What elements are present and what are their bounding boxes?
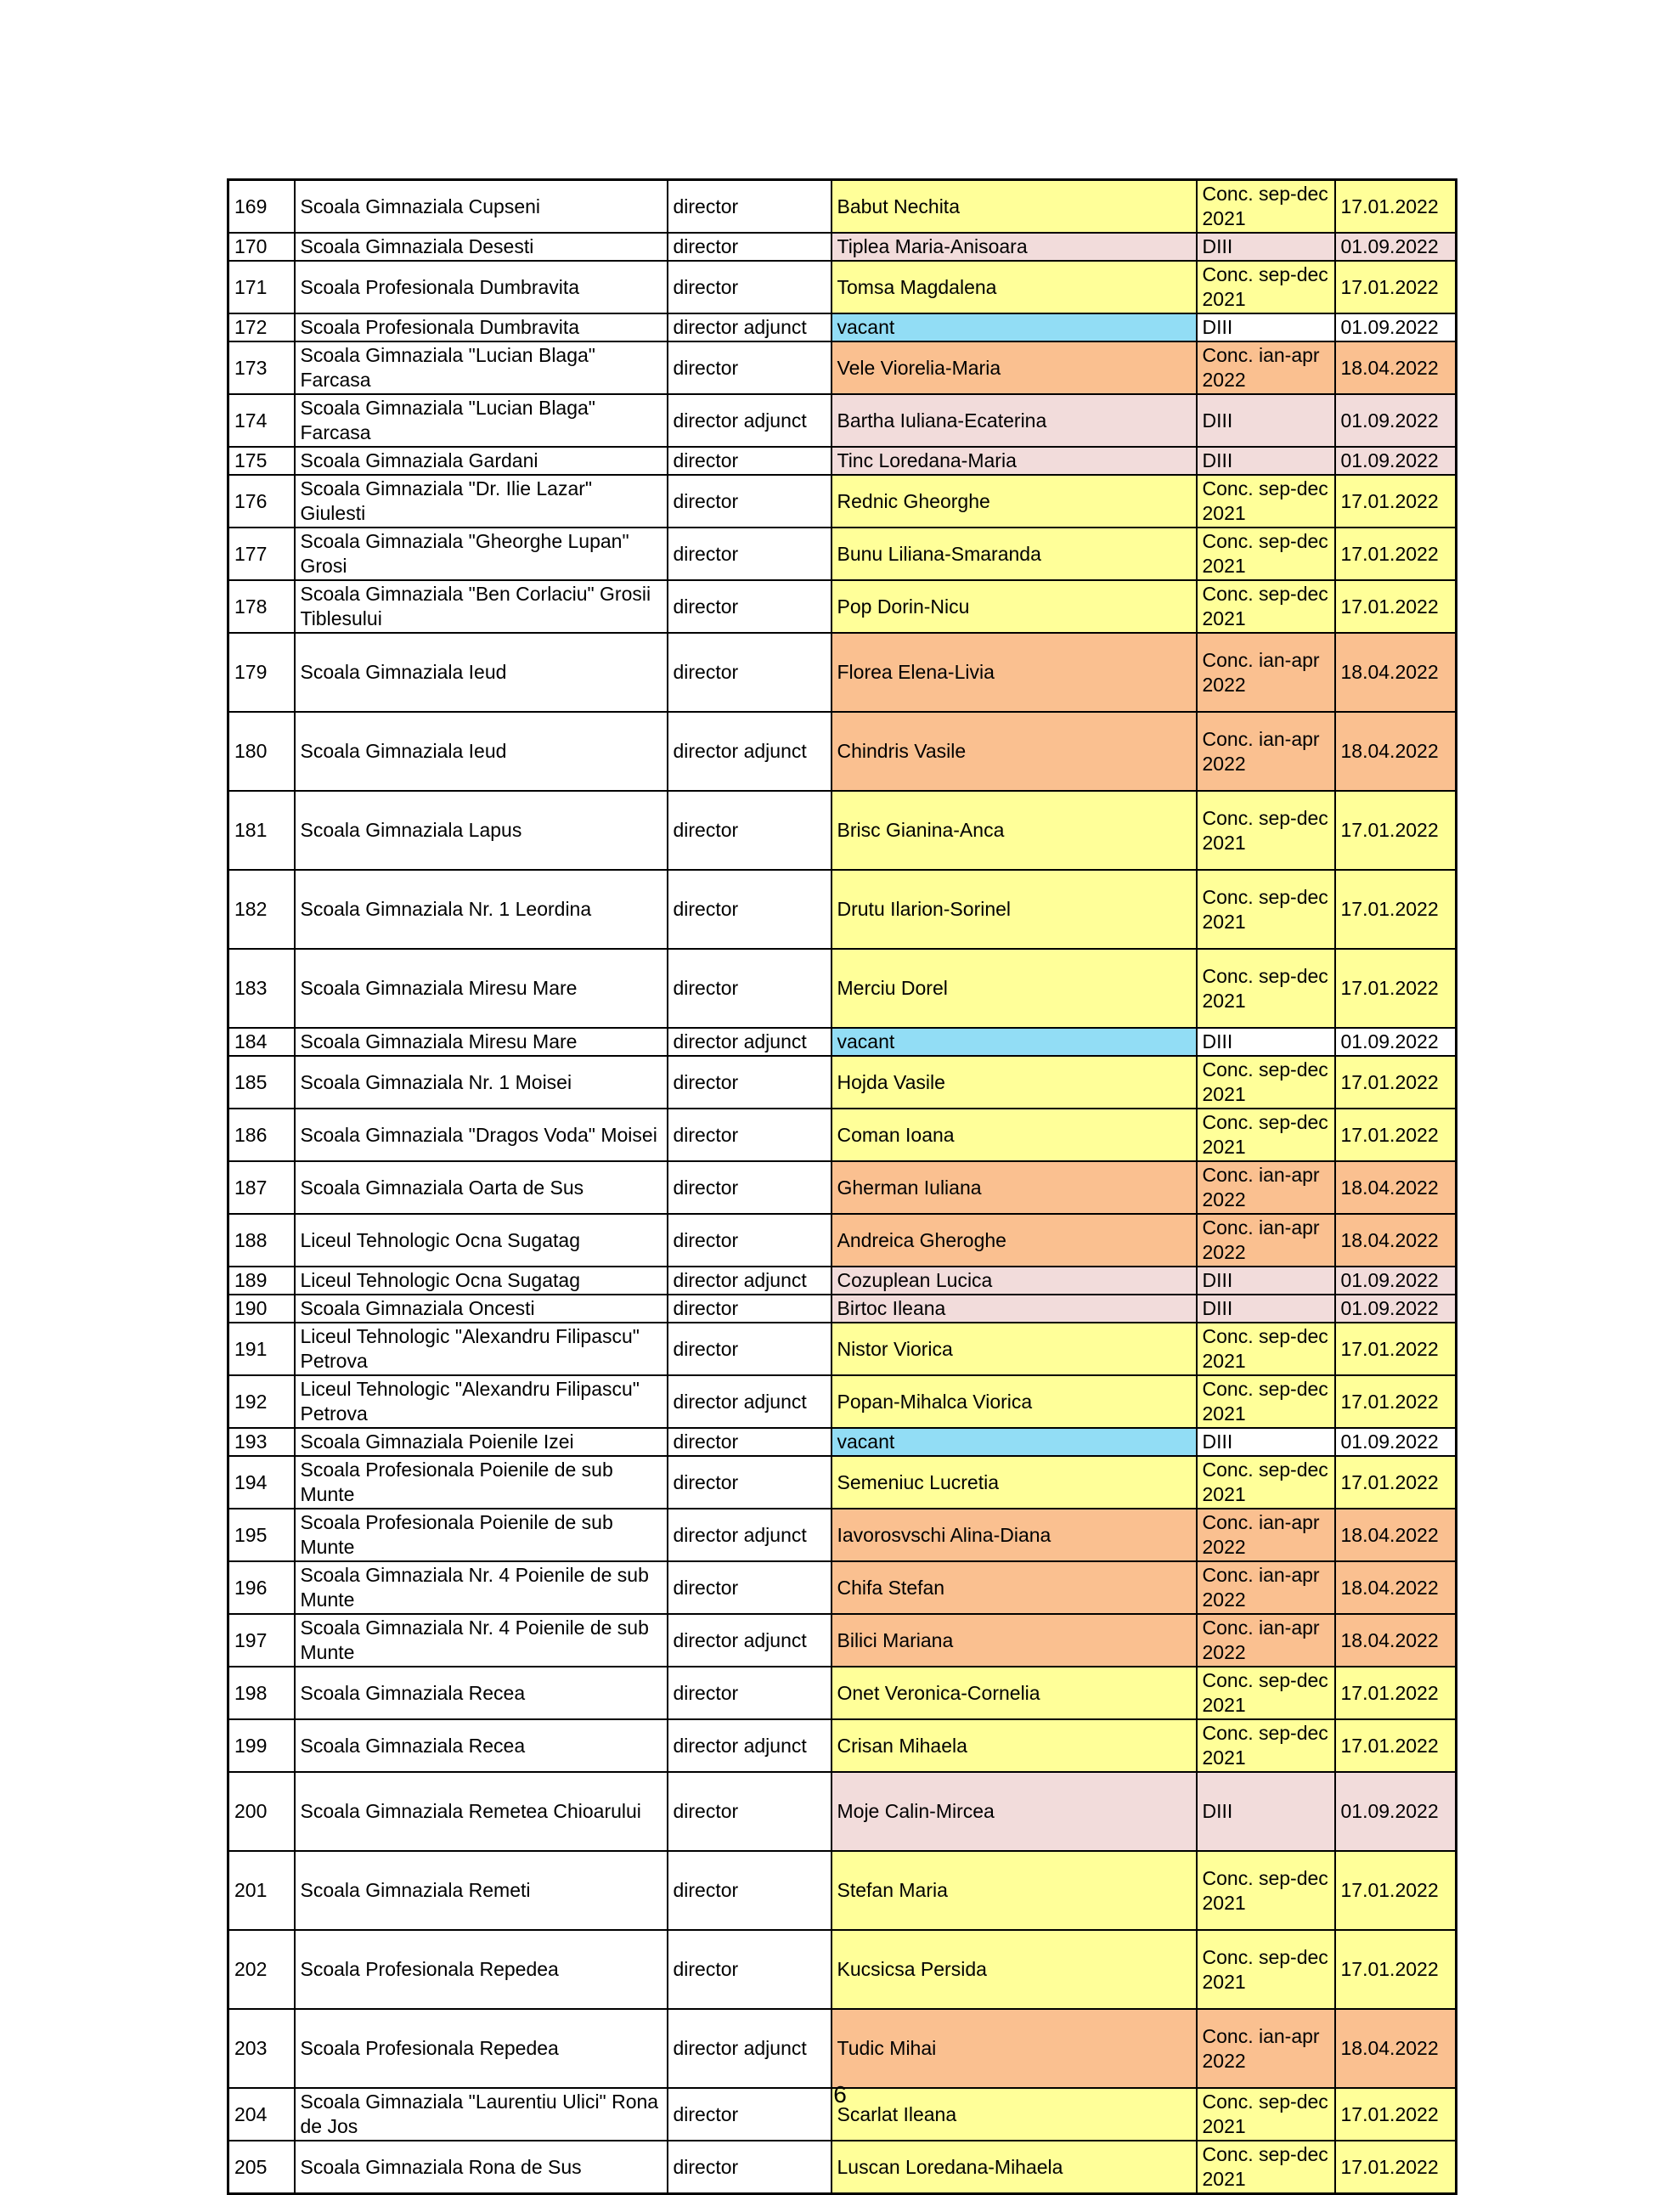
row-number-cell: 204 (228, 2088, 295, 2141)
appointment-method-cell: Conc. sep-dec 2021 (1197, 1930, 1335, 2009)
start-date-cell: 17.01.2022 (1335, 949, 1457, 1028)
person-name-cell: Florea Elena-Livia (832, 633, 1197, 712)
row-number-cell: 183 (228, 949, 295, 1028)
appointment-method-cell: DIII (1197, 313, 1335, 341)
start-date-cell: 18.04.2022 (1335, 1614, 1457, 1667)
table-row (228, 447, 1457, 475)
start-date-cell: 01.09.2022 (1335, 1772, 1457, 1851)
appointment-method-cell: Conc. ian-apr 2022 (1197, 633, 1335, 712)
school-name-cell: Liceul Tehnologic Ocna Sugatag (295, 1267, 668, 1295)
school-name-cell: Scoala Gimnaziala Ieud (295, 633, 668, 712)
person-name-cell: Crisan Mihaela (832, 1719, 1197, 1772)
person-name-cell: Iavorosvschi Alina-Diana (832, 1509, 1197, 1561)
position-cell: director (668, 1456, 832, 1509)
school-name-cell: Scoala Gimnaziala "Lucian Blaga" Farcasa (295, 394, 668, 447)
position-cell: director adjunct (668, 1719, 832, 1772)
person-name-cell: Stefan Maria (832, 1851, 1197, 1930)
person-name-cell: Kucsicsa Persida (832, 1930, 1197, 2009)
person-name-cell: vacant (832, 313, 1197, 341)
row-number-cell: 192 (228, 1375, 295, 1428)
start-date-cell: 17.01.2022 (1335, 1667, 1457, 1719)
row-number-cell: 205 (228, 2141, 295, 2194)
table-row (228, 394, 1457, 447)
position-cell: director (668, 580, 832, 633)
table-row (228, 475, 1457, 528)
position-cell: director (668, 528, 832, 580)
appointment-method-cell: Conc. ian-apr 2022 (1197, 1509, 1335, 1561)
school-name-cell: Scoala Gimnaziala Miresu Mare (295, 1028, 668, 1056)
row-number-cell: 175 (228, 447, 295, 475)
table-row (228, 341, 1457, 394)
row-number-cell: 170 (228, 233, 295, 261)
appointment-method-cell: DIII (1197, 1772, 1335, 1851)
start-date-cell: 17.01.2022 (1335, 180, 1457, 234)
row-number-cell: 173 (228, 341, 295, 394)
school-name-cell: Scoala Profesionala Repedea (295, 2009, 668, 2088)
row-number-cell: 190 (228, 1295, 295, 1323)
person-name-cell: Nistor Viorica (832, 1323, 1197, 1375)
row-number-cell: 195 (228, 1509, 295, 1561)
appointment-method-cell: Conc. sep-dec 2021 (1197, 475, 1335, 528)
person-name-cell: Brisc Gianina-Anca (832, 791, 1197, 870)
school-name-cell: Scoala Gimnaziala Poienile Izei (295, 1428, 668, 1456)
school-name-cell: Scoala Profesionala Poienile de sub Munte (295, 1456, 668, 1509)
position-cell: director adjunct (668, 1375, 832, 1428)
start-date-cell: 01.09.2022 (1335, 1295, 1457, 1323)
table-row (228, 1028, 1457, 1056)
position-cell: director (668, 180, 832, 234)
position-cell: director (668, 1772, 832, 1851)
start-date-cell: 18.04.2022 (1335, 2009, 1457, 2088)
position-cell: director (668, 1323, 832, 1375)
appointment-method-cell: Conc. sep-dec 2021 (1197, 1375, 1335, 1428)
person-name-cell: Moje Calin-Mircea (832, 1772, 1197, 1851)
position-cell: director (668, 633, 832, 712)
table-row (228, 1109, 1457, 1161)
position-cell: director (668, 1109, 832, 1161)
school-name-cell: Scoala Gimnaziala Nr. 1 Leordina (295, 870, 668, 949)
position-cell: director (668, 791, 832, 870)
school-name-cell: Scoala Gimnaziala Nr. 1 Moisei (295, 1056, 668, 1109)
person-name-cell: Coman Ioana (832, 1109, 1197, 1161)
table-row (228, 1056, 1457, 1109)
start-date-cell: 17.01.2022 (1335, 1375, 1457, 1428)
school-name-cell: Scoala Gimnaziala "Dragos Voda" Moisei (295, 1109, 668, 1161)
person-name-cell: Bilici Mariana (832, 1614, 1197, 1667)
row-number-cell: 187 (228, 1161, 295, 1214)
position-cell: director (668, 949, 832, 1028)
table-row (228, 261, 1457, 313)
start-date-cell: 17.01.2022 (1335, 261, 1457, 313)
school-name-cell: Scoala Gimnaziala Cupseni (295, 180, 668, 234)
person-name-cell: Cozuplean Lucica (832, 1267, 1197, 1295)
row-number-cell: 181 (228, 791, 295, 870)
appointment-method-cell: Conc. sep-dec 2021 (1197, 1323, 1335, 1375)
person-name-cell: Popan-Mihalca Viorica (832, 1375, 1197, 1428)
person-name-cell: Chindris Vasile (832, 712, 1197, 791)
appointment-method-cell: Conc. sep-dec 2021 (1197, 261, 1335, 313)
position-cell: director adjunct (668, 1267, 832, 1295)
school-name-cell: Scoala Gimnaziala "Lucian Blaga" Farcasa (295, 341, 668, 394)
row-number-cell: 176 (228, 475, 295, 528)
school-name-cell: Scoala Gimnaziala Oarta de Sus (295, 1161, 668, 1214)
person-name-cell: Vele Viorelia-Maria (832, 341, 1197, 394)
table-row (228, 2141, 1457, 2194)
appointment-method-cell: DIII (1197, 394, 1335, 447)
appointment-method-cell: Conc. sep-dec 2021 (1197, 2141, 1335, 2194)
appointment-method-cell: DIII (1197, 1028, 1335, 1056)
position-cell: director (668, 870, 832, 949)
school-name-cell: Scoala Gimnaziala Recea (295, 1667, 668, 1719)
start-date-cell: 01.09.2022 (1335, 1028, 1457, 1056)
row-number-cell: 197 (228, 1614, 295, 1667)
person-name-cell: Hojda Vasile (832, 1056, 1197, 1109)
table-row (228, 791, 1457, 870)
school-name-cell: Scoala Gimnaziala Remetea Chioarului (295, 1772, 668, 1851)
start-date-cell: 17.01.2022 (1335, 1930, 1457, 2009)
position-cell: director (668, 341, 832, 394)
table-row (228, 1509, 1457, 1561)
school-name-cell: Scoala Gimnaziala Lapus (295, 791, 668, 870)
position-cell: director (668, 1214, 832, 1267)
position-cell: director (668, 1056, 832, 1109)
school-name-cell: Scoala Profesionala Dumbravita (295, 261, 668, 313)
position-cell: director (668, 447, 832, 475)
school-name-cell: Scoala Gimnaziala "Gheorghe Lupan" Grosi (295, 528, 668, 580)
school-name-cell: Scoala Profesionala Poienile de sub Munte (295, 1509, 668, 1561)
row-number-cell: 185 (228, 1056, 295, 1109)
person-name-cell: Tinc Loredana-Maria (832, 447, 1197, 475)
person-name-cell: Rednic Gheorghe (832, 475, 1197, 528)
appointment-method-cell: Conc. sep-dec 2021 (1197, 580, 1335, 633)
person-name-cell: Tiplea Maria-Anisoara (832, 233, 1197, 261)
school-name-cell: Scoala Gimnaziala Gardani (295, 447, 668, 475)
start-date-cell: 17.01.2022 (1335, 2141, 1457, 2194)
appointment-method-cell: Conc. sep-dec 2021 (1197, 1667, 1335, 1719)
start-date-cell: 01.09.2022 (1335, 1428, 1457, 1456)
start-date-cell: 01.09.2022 (1335, 233, 1457, 261)
start-date-cell: 01.09.2022 (1335, 394, 1457, 447)
school-name-cell: Scoala Gimnaziala Recea (295, 1719, 668, 1772)
directors-table (227, 178, 1457, 2195)
start-date-cell: 01.09.2022 (1335, 313, 1457, 341)
school-name-cell: Scoala Gimnaziala Nr. 4 Poienile de sub Munte (295, 1561, 668, 1614)
appointment-method-cell: Conc. sep-dec 2021 (1197, 180, 1335, 234)
table-body (228, 180, 1457, 2194)
table-row (228, 1667, 1457, 1719)
appointment-method-cell: Conc. sep-dec 2021 (1197, 528, 1335, 580)
appointment-method-cell: Conc. sep-dec 2021 (1197, 1719, 1335, 1772)
row-number-cell: 172 (228, 313, 295, 341)
row-number-cell: 186 (228, 1109, 295, 1161)
position-cell: director adjunct (668, 313, 832, 341)
start-date-cell: 17.01.2022 (1335, 1456, 1457, 1509)
row-number-cell: 193 (228, 1428, 295, 1456)
position-cell: director (668, 475, 832, 528)
table-row (228, 180, 1457, 234)
position-cell: director adjunct (668, 1509, 832, 1561)
person-name-cell: Gherman Iuliana (832, 1161, 1197, 1214)
table-row (228, 2009, 1457, 2088)
row-number-cell: 184 (228, 1028, 295, 1056)
table-row (228, 1267, 1457, 1295)
person-name-cell: Tudic Mihai (832, 2009, 1197, 2088)
school-name-cell: Scoala Gimnaziala Oncesti (295, 1295, 668, 1323)
school-name-cell: Liceul Tehnologic "Alexandru Filipascu" Petrova (295, 1375, 668, 1428)
start-date-cell: 17.01.2022 (1335, 475, 1457, 528)
appointment-method-cell: DIII (1197, 1428, 1335, 1456)
school-name-cell: Scoala Profesionala Repedea (295, 1930, 668, 2009)
table-row (228, 1214, 1457, 1267)
table-row (228, 1428, 1457, 1456)
row-number-cell: 188 (228, 1214, 295, 1267)
table-row (228, 1375, 1457, 1428)
position-cell: director adjunct (668, 1028, 832, 1056)
appointment-method-cell: Conc. sep-dec 2021 (1197, 1851, 1335, 1930)
table-row (228, 1323, 1457, 1375)
appointment-method-cell: Conc. sep-dec 2021 (1197, 870, 1335, 949)
appointment-method-cell: Conc. ian-apr 2022 (1197, 1561, 1335, 1614)
position-cell: director (668, 1295, 832, 1323)
start-date-cell: 18.04.2022 (1335, 341, 1457, 394)
person-name-cell: Scarlat Ileana (832, 2088, 1197, 2141)
table-row (228, 949, 1457, 1028)
row-number-cell: 174 (228, 394, 295, 447)
position-cell: director adjunct (668, 2009, 832, 2088)
school-name-cell: Liceul Tehnologic Ocna Sugatag (295, 1214, 668, 1267)
row-number-cell: 169 (228, 180, 295, 234)
row-number-cell: 199 (228, 1719, 295, 1772)
person-name-cell: Onet Veronica-Cornelia (832, 1667, 1197, 1719)
person-name-cell: Bunu Liliana-Smaranda (832, 528, 1197, 580)
position-cell: director (668, 2141, 832, 2194)
row-number-cell: 171 (228, 261, 295, 313)
row-number-cell: 178 (228, 580, 295, 633)
position-cell: director (668, 1930, 832, 2009)
position-cell: director (668, 1428, 832, 1456)
table-row (228, 1561, 1457, 1614)
position-cell: director (668, 1667, 832, 1719)
table-row (228, 580, 1457, 633)
table-row (228, 1161, 1457, 1214)
start-date-cell: 17.01.2022 (1335, 791, 1457, 870)
row-number-cell: 203 (228, 2009, 295, 2088)
position-cell: director (668, 1851, 832, 1930)
person-name-cell: vacant (832, 1428, 1197, 1456)
position-cell: director adjunct (668, 394, 832, 447)
start-date-cell: 17.01.2022 (1335, 1851, 1457, 1930)
table-row (228, 1851, 1457, 1930)
row-number-cell: 196 (228, 1561, 295, 1614)
row-number-cell: 191 (228, 1323, 295, 1375)
appointment-method-cell: Conc. sep-dec 2021 (1197, 1109, 1335, 1161)
table-row (228, 633, 1457, 712)
person-name-cell: Tomsa Magdalena (832, 261, 1197, 313)
table-row (228, 528, 1457, 580)
start-date-cell: 01.09.2022 (1335, 1267, 1457, 1295)
school-name-cell: Scoala Gimnaziala Nr. 4 Poienile de sub Munte (295, 1614, 668, 1667)
person-name-cell: Babut Nechita (832, 180, 1197, 234)
appointment-method-cell: Conc. sep-dec 2021 (1197, 791, 1335, 870)
row-number-cell: 201 (228, 1851, 295, 1930)
start-date-cell: 17.01.2022 (1335, 580, 1457, 633)
table-row (228, 1295, 1457, 1323)
person-name-cell: Birtoc Ileana (832, 1295, 1197, 1323)
appointment-method-cell: Conc. ian-apr 2022 (1197, 1214, 1335, 1267)
start-date-cell: 17.01.2022 (1335, 1056, 1457, 1109)
school-name-cell: Scoala Gimnaziala Desesti (295, 233, 668, 261)
person-name-cell: Luscan Loredana-Mihaela (832, 2141, 1197, 2194)
start-date-cell: 18.04.2022 (1335, 1161, 1457, 1214)
person-name-cell: Bartha Iuliana-Ecaterina (832, 394, 1197, 447)
table-row (228, 313, 1457, 341)
position-cell: director (668, 2088, 832, 2141)
position-cell: director adjunct (668, 712, 832, 791)
row-number-cell: 177 (228, 528, 295, 580)
start-date-cell: 01.09.2022 (1335, 447, 1457, 475)
school-name-cell: Scoala Gimnaziala Rona de Sus (295, 2141, 668, 2194)
appointment-method-cell: DIII (1197, 1267, 1335, 1295)
school-name-cell: Scoala Gimnaziala Remeti (295, 1851, 668, 1930)
appointment-method-cell: Conc. ian-apr 2022 (1197, 712, 1335, 791)
appointment-method-cell: DIII (1197, 1295, 1335, 1323)
start-date-cell: 17.01.2022 (1335, 1323, 1457, 1375)
start-date-cell: 18.04.2022 (1335, 633, 1457, 712)
row-number-cell: 202 (228, 1930, 295, 2009)
appointment-method-cell: Conc. ian-apr 2022 (1197, 1161, 1335, 1214)
table-row (228, 1456, 1457, 1509)
person-name-cell: Merciu Dorel (832, 949, 1197, 1028)
start-date-cell: 18.04.2022 (1335, 1509, 1457, 1561)
position-cell: director (668, 233, 832, 261)
appointment-method-cell: Conc. ian-apr 2022 (1197, 1614, 1335, 1667)
person-name-cell: Semeniuc Lucretia (832, 1456, 1197, 1509)
row-number-cell: 180 (228, 712, 295, 791)
row-number-cell: 179 (228, 633, 295, 712)
appointment-method-cell: DIII (1197, 233, 1335, 261)
start-date-cell: 17.01.2022 (1335, 870, 1457, 949)
school-name-cell: Liceul Tehnologic "Alexandru Filipascu" Petrova (295, 1323, 668, 1375)
table-row (228, 1772, 1457, 1851)
row-number-cell: 182 (228, 870, 295, 949)
start-date-cell: 18.04.2022 (1335, 1214, 1457, 1267)
start-date-cell: 18.04.2022 (1335, 712, 1457, 791)
start-date-cell: 17.01.2022 (1335, 528, 1457, 580)
appointment-method-cell: Conc. sep-dec 2021 (1197, 949, 1335, 1028)
school-name-cell: Scoala Profesionala Dumbravita (295, 313, 668, 341)
row-number-cell: 194 (228, 1456, 295, 1509)
school-name-cell: Scoala Gimnaziala Miresu Mare (295, 949, 668, 1028)
row-number-cell: 200 (228, 1772, 295, 1851)
person-name-cell: vacant (832, 1028, 1197, 1056)
table-row (228, 1614, 1457, 1667)
position-cell: director (668, 1161, 832, 1214)
appointment-method-cell: Conc. ian-apr 2022 (1197, 341, 1335, 394)
school-name-cell: Scoala Gimnaziala Ieud (295, 712, 668, 791)
school-name-cell: Scoala Gimnaziala "Ben Corlaciu" Grosii Tiblesului (295, 580, 668, 633)
person-name-cell: Chifa Stefan (832, 1561, 1197, 1614)
position-cell: director (668, 1561, 832, 1614)
start-date-cell: 17.01.2022 (1335, 1719, 1457, 1772)
appointment-method-cell: Conc. sep-dec 2021 (1197, 1456, 1335, 1509)
row-number-cell: 189 (228, 1267, 295, 1295)
row-number-cell: 198 (228, 1667, 295, 1719)
person-name-cell: Andreica Gheroghe (832, 1214, 1197, 1267)
appointment-method-cell: DIII (1197, 447, 1335, 475)
appointment-method-cell: Conc. sep-dec 2021 (1197, 2088, 1335, 2141)
table-row (228, 1930, 1457, 2009)
table-row (228, 870, 1457, 949)
table-row (228, 233, 1457, 261)
position-cell: director adjunct (668, 1614, 832, 1667)
start-date-cell: 18.04.2022 (1335, 1561, 1457, 1614)
person-name-cell: Pop Dorin-Nicu (832, 580, 1197, 633)
start-date-cell: 17.01.2022 (1335, 1109, 1457, 1161)
table-row (228, 712, 1457, 791)
start-date-cell: 17.01.2022 (1335, 2088, 1457, 2141)
position-cell: director (668, 261, 832, 313)
person-name-cell: Drutu Ilarion-Sorinel (832, 870, 1197, 949)
school-name-cell: Scoala Gimnaziala "Dr. Ilie Lazar" Giulesti (295, 475, 668, 528)
table-row (228, 1719, 1457, 1772)
appointment-method-cell: Conc. sep-dec 2021 (1197, 1056, 1335, 1109)
page-number: 6 (833, 2081, 847, 2108)
appointment-method-cell: Conc. ian-apr 2022 (1197, 2009, 1335, 2088)
school-name-cell: Scoala Gimnaziala "Laurentiu Ulici" Rona de Jos (295, 2088, 668, 2141)
